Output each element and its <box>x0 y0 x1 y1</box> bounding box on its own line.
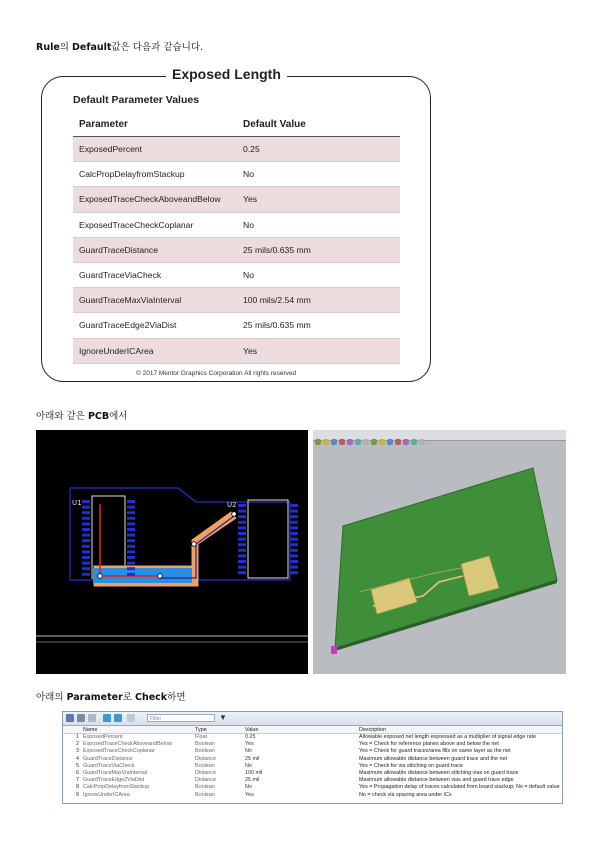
row-index-cell: 7 <box>76 777 79 784</box>
ic-pad <box>127 534 135 537</box>
funnel-icon[interactable]: ▼ <box>219 713 227 722</box>
column-header-default-value: Default Value <box>237 113 400 137</box>
ic-pad <box>290 571 298 574</box>
param-description-cell: Allowable exposed net length expressed as a multiplier of signal edge rate <box>359 734 537 741</box>
row-index-cell: 2 <box>76 741 79 748</box>
ic-pad <box>238 543 246 546</box>
parameter-name-cell: ExposedTraceCheckCoplanar <box>73 212 237 237</box>
table-row <box>73 288 400 313</box>
param-value-cell[interactable]: 100 mil <box>245 770 263 777</box>
column-header-parameter: Parameter <box>73 113 237 137</box>
ic-pad <box>290 549 298 552</box>
grid-copy-icon[interactable] <box>77 714 85 722</box>
ic-pad <box>290 526 298 529</box>
ic-pad <box>238 510 246 513</box>
3d-view-toolbar <box>313 430 566 441</box>
ic-label-u2: U2 <box>227 501 237 509</box>
ic-pad <box>82 556 90 559</box>
ic-pad <box>290 554 298 557</box>
ic-pad <box>82 545 90 548</box>
ic-pad <box>127 506 135 509</box>
parameter-name-cell: GuardTraceViaCheck <box>73 262 237 287</box>
pcb-layout-view <box>36 430 308 674</box>
ic-pad <box>238 532 246 535</box>
grid-header-index <box>63 726 81 734</box>
table-row <box>73 313 400 338</box>
table-row <box>73 137 400 162</box>
ic-pad <box>290 521 298 524</box>
row-index-cell: 8 <box>76 784 79 791</box>
param-value-cell[interactable]: 0.25 <box>245 734 256 741</box>
default-value-cell: 25 mils/0.635 mm <box>237 237 400 262</box>
row-index-cell: 9 <box>76 791 79 798</box>
param-description-cell: Maximum allowable distance between stitching vias on guard trace <box>359 770 519 777</box>
grid-row[interactable] <box>63 741 562 748</box>
grid-view-icon[interactable] <box>66 714 74 722</box>
param-value-cell[interactable]: 25 mil <box>245 777 260 784</box>
parameter-name-cell: GuardTraceMaxViaInterval <box>73 288 237 313</box>
row-index-cell: 1 <box>76 734 79 741</box>
ic-pad <box>238 566 246 569</box>
ic-pad <box>290 560 298 563</box>
param-description-cell: Yes = Check for via stitching on guard trace <box>359 762 463 769</box>
ic-pad <box>82 522 90 525</box>
parameter-name-cell: GuardTraceDistance <box>73 237 237 262</box>
ic-pad <box>82 528 90 531</box>
parameter-grid-table <box>63 726 562 799</box>
param-name-cell: ExposedTraceCheckCoplanar <box>83 748 155 755</box>
param-type-cell: Distance <box>195 755 216 762</box>
3d-board-drawing <box>313 430 566 674</box>
default-parameter-table <box>73 113 400 364</box>
ic-pad <box>238 521 246 524</box>
table-row <box>73 162 400 187</box>
filter-input[interactable]: Filter <box>147 714 215 722</box>
param-name-cell: IgnoreUnderICArea <box>83 791 130 798</box>
ic-pad <box>82 550 90 553</box>
ic-pad <box>82 534 90 537</box>
param-value-cell[interactable]: Yes <box>245 791 254 798</box>
card-subtitle: Default Parameter Values <box>73 94 200 106</box>
ic-pad <box>238 554 246 557</box>
grid-row[interactable] <box>63 748 562 755</box>
param-description-cell: Yes = Check for guard traces/area fills on same layer as the net <box>359 748 511 755</box>
grid-row[interactable] <box>63 756 562 763</box>
param-type-cell: Float <box>195 734 207 741</box>
param-name-cell: GuardTraceDistance <box>83 755 133 762</box>
ic-pad <box>238 538 246 541</box>
param-type-cell: Distance <box>195 770 216 777</box>
table-row <box>73 212 400 237</box>
param-description-cell: Yes = Check for reference planes above and below the net <box>359 741 499 748</box>
default-value-cell: 25 mils/0.635 mm <box>237 313 400 338</box>
ic-pad <box>127 556 135 559</box>
ic-pad <box>238 526 246 529</box>
default-value-cell: Yes <box>237 187 400 212</box>
ic-pad <box>290 566 298 569</box>
ic-pad <box>290 504 298 507</box>
ic-pad <box>238 571 246 574</box>
pcb-layout-drawing <box>36 430 308 674</box>
ic-pad <box>290 515 298 518</box>
grid-row[interactable] <box>63 777 562 784</box>
parameter-name-cell: IgnoreUnderICArea <box>73 338 237 363</box>
ic-pad <box>127 550 135 553</box>
ic-pad <box>127 562 135 565</box>
grid-toolbar <box>63 712 562 726</box>
filter-toggle-icon[interactable] <box>127 714 135 722</box>
ic-pad <box>127 545 135 548</box>
default-value-cell: Yes <box>237 338 400 363</box>
card-title: Exposed Length <box>166 66 287 82</box>
grid-paste-icon[interactable] <box>88 714 96 722</box>
param-name-cell: GuardTraceViaCheck <box>83 762 135 769</box>
param-value-cell[interactable]: No <box>245 784 252 791</box>
ic-pad <box>238 504 246 507</box>
ic-pad <box>290 538 298 541</box>
grid-row[interactable] <box>63 763 562 770</box>
param-name-cell: GuardTraceEdge2ViaDist <box>83 777 145 784</box>
ic-label-u1: U1 <box>72 499 82 507</box>
ic-pad <box>82 500 90 503</box>
parameter-name-cell: ExposedTraceCheckAboveandBelow <box>73 187 237 212</box>
ic-pad <box>238 515 246 518</box>
ic-pad <box>290 543 298 546</box>
param-value-cell[interactable]: No <box>245 762 252 769</box>
param-type-cell: Boolean <box>195 748 215 755</box>
parameter-check-text: 아래의 Parameter로 Check하면 <box>36 692 186 703</box>
default-value-cell: 0.25 <box>237 137 400 162</box>
grid-header-value[interactable]: Value <box>243 726 357 734</box>
param-type-cell: Boolean <box>195 741 215 748</box>
arrow-right-icon[interactable] <box>114 714 122 722</box>
param-value-cell[interactable]: Yes <box>245 741 254 748</box>
grid-row[interactable] <box>63 792 562 799</box>
param-name-cell: ExposedPercent <box>83 734 123 741</box>
row-index-cell: 4 <box>76 755 79 762</box>
ic-pad <box>127 522 135 525</box>
ic-pad <box>82 506 90 509</box>
grid-header-description[interactable]: Description <box>357 726 562 734</box>
grid-header-name[interactable]: Name <box>81 726 193 734</box>
ic-pad <box>82 562 90 565</box>
ic-pad <box>127 500 135 503</box>
parameter-name-cell: GuardTraceEdge2ViaDist <box>73 313 237 338</box>
param-name-cell: GuardTraceMaxViaInterval <box>83 770 148 777</box>
param-type-cell: Boolean <box>195 762 215 769</box>
pcb-intro-text: 아래와 같은 PCB에서 <box>36 411 128 422</box>
ic-pad <box>127 573 135 576</box>
ic-pad <box>290 510 298 513</box>
grid-row[interactable] <box>63 784 562 791</box>
param-type-cell: Boolean <box>195 784 215 791</box>
param-description-cell: Maximum allowable distance between guard trace and the net <box>359 755 508 762</box>
default-value-cell: No <box>237 262 400 287</box>
ic-pad <box>238 549 246 552</box>
param-description-cell: No = check via spacing area under ICs <box>359 791 452 798</box>
table-row <box>73 262 400 287</box>
grid-header-type[interactable]: Type <box>193 726 243 734</box>
ic-pad <box>127 567 135 570</box>
grid-row[interactable] <box>63 770 562 777</box>
ic-pad <box>127 517 135 520</box>
row-index-cell: 5 <box>76 762 79 769</box>
table-row <box>73 338 400 363</box>
ic-pad <box>82 511 90 514</box>
param-value-cell[interactable]: No <box>245 748 252 755</box>
parameter-grid <box>62 711 563 804</box>
ic-pad <box>238 560 246 563</box>
ic-pad <box>82 567 90 570</box>
param-name-cell: ExposedTraceCheckAboveandBelow <box>83 741 172 748</box>
ic1-pads <box>82 500 135 576</box>
parameter-name-cell: CalcPropDelayfromStackup <box>73 162 237 187</box>
pcb-3d-view <box>313 430 566 674</box>
param-type-cell: Boolean <box>195 791 215 798</box>
row-index-cell: 6 <box>76 770 79 777</box>
table-row <box>73 187 400 212</box>
default-value-cell: 100 mils/2.54 mm <box>237 288 400 313</box>
ic-pad <box>290 532 298 535</box>
default-value-cell: No <box>237 162 400 187</box>
ic-pad <box>82 517 90 520</box>
ic-pad <box>127 511 135 514</box>
param-description-cell: Yes = Propagation delay of traces calculated from board stackup; No = default value <box>359 784 560 791</box>
ic-pad <box>82 573 90 576</box>
parameter-name-cell: ExposedPercent <box>73 137 237 162</box>
grid-row[interactable] <box>63 734 562 742</box>
row-index-cell: 3 <box>76 748 79 755</box>
ic-pad <box>127 528 135 531</box>
table-row <box>73 237 400 262</box>
param-description-cell: Maximum allowable distance between vias and guard trace edge <box>359 777 514 784</box>
copyright-text: © 2017 Mentor Graphics Corporation All rights reserved <box>136 370 297 377</box>
default-value-cell: No <box>237 212 400 237</box>
param-name-cell: CalcPropDelayfromStackup <box>83 784 150 791</box>
arrow-left-icon[interactable] <box>103 714 111 722</box>
param-value-cell[interactable]: 25 mil <box>245 755 260 762</box>
intro-text: Rule의 Default값은 다음과 같습니다. <box>36 42 204 53</box>
param-type-cell: Distance <box>195 777 216 784</box>
ic-pad <box>82 539 90 542</box>
ic-pad <box>127 539 135 542</box>
ic2-pads <box>238 504 298 574</box>
